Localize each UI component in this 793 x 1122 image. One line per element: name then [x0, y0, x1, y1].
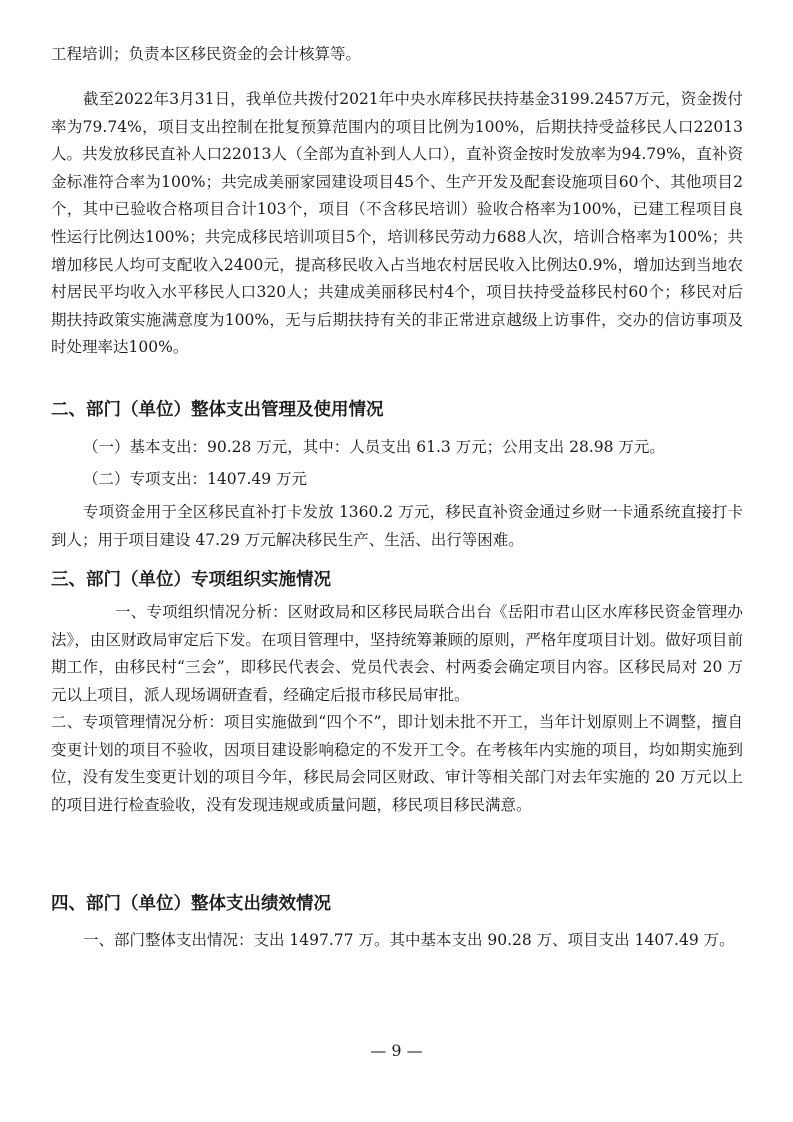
heading-text: 四、部门（单位）整体支出绩效情况 — [51, 894, 331, 914]
paragraph-management — [51, 709, 743, 819]
section-heading-3 — [51, 567, 743, 593]
heading-text: 二、部门（单位）整体支出管理及使用情况 — [51, 400, 384, 420]
paragraph-text: 截至2022年3月31日，我单位共拨付2021年中央水库移民扶持基金3199.2457万元，资金拨付率为79.74%，项目支出控制在批复预算范围内的项目比例为100%，后期扶持受益移民人口22013人。共发放移民直补人口22013人（全部为直补到人人口），直补资金按时发放率为94.79%，直补资金标准符合率为100%；共完成美丽家园建设项目45个、生产开发及配套设施项目60个、其他项目2个，其中已验收合格项目合计103个，项目（不含移民培训）验收合格率为100%，已建工程项目良性运行比例达100%；共完成移民培训项目5个，培训移民劳动力688人次，培训合格率为100%；共增加移民人均可支配收入2400元，提高移民收入占当地农村居民收入比例达0.9%，增加达到当地农村居民平均收入水平移民人口320人；共建成美丽移民村4个，项目扶持受益移民村60个；移民对后期扶持政策实施满意度为100%，无与后期扶持有关的非正常进京越级上访事件，交办的信访事项及时处理率达100%。 — [51, 90, 743, 357]
paragraph-text: 二、专项管理情况分析：项目实施做到“四个不”，即计划未批不开工，当年计划原则上不调整，擅自变更计划的项目不验收，因项目建设影响稳定的不发开工令。在考核年内实施的项目，均如期实施到位，没有发生变更计划的项目今年，移民局会同区财政、审计等相关部门对去年实施的 20 万元以上的项目进行检查验收，没有发现违规或质量问题，移民项目移民满意。 — [51, 713, 743, 814]
section-heading-2 — [51, 397, 743, 423]
paragraph-text: （二）专项支出：1407.49 万元 — [83, 470, 308, 488]
paragraph-summary — [51, 86, 743, 362]
paragraph-special-expense — [51, 466, 743, 494]
paragraph-intro-tail — [51, 41, 743, 69]
paragraph-text: 一、部门整体支出情况：支出 1497.77 万。其中基本支出 90.28 万、项目支出 1407.49 万。 — [83, 931, 735, 949]
paragraph-text: 工程培训；负责本区移民资金的会计核算等。 — [51, 45, 362, 63]
paragraph-overall-expense — [51, 927, 743, 955]
heading-text: 三、部门（单位）专项组织实施情况 — [51, 570, 331, 590]
paragraph-basic-expense — [51, 434, 743, 462]
paragraph-special-use — [51, 499, 743, 554]
paragraph-text: 一、专项组织情况分析：区财政局和区移民局联合出台《岳阳市君山区水库移民资金管理办法》，由区财政局审定后下发。在项目管理中，坚持统筹兼顾的原则，严格年度项目计划。做好项目前期工作，由移民村“三会”，即移民代表会、党员代表会、村两委会确定项目内容。区移民局对 20 万元以上项目，派人现场调研查看，经确定后报市移民局审批。 — [51, 603, 743, 704]
paragraph-organization — [51, 599, 743, 709]
paragraph-text: 专项资金用于全区移民直补打卡发放 1360.2 万元，移民直补资金通过乡财一卡通系统直接打卡到人；用于项目建设 47.29 万元解决移民生产、生活、出行等困难。 — [51, 503, 743, 549]
page-number: — 9 — — [370, 1041, 423, 1060]
paragraph-text: （一）基本支出：90.28 万元，其中：人员支出 61.3 万元；公用支出 28.98 万元。 — [83, 438, 665, 456]
section-heading-4 — [51, 891, 743, 917]
